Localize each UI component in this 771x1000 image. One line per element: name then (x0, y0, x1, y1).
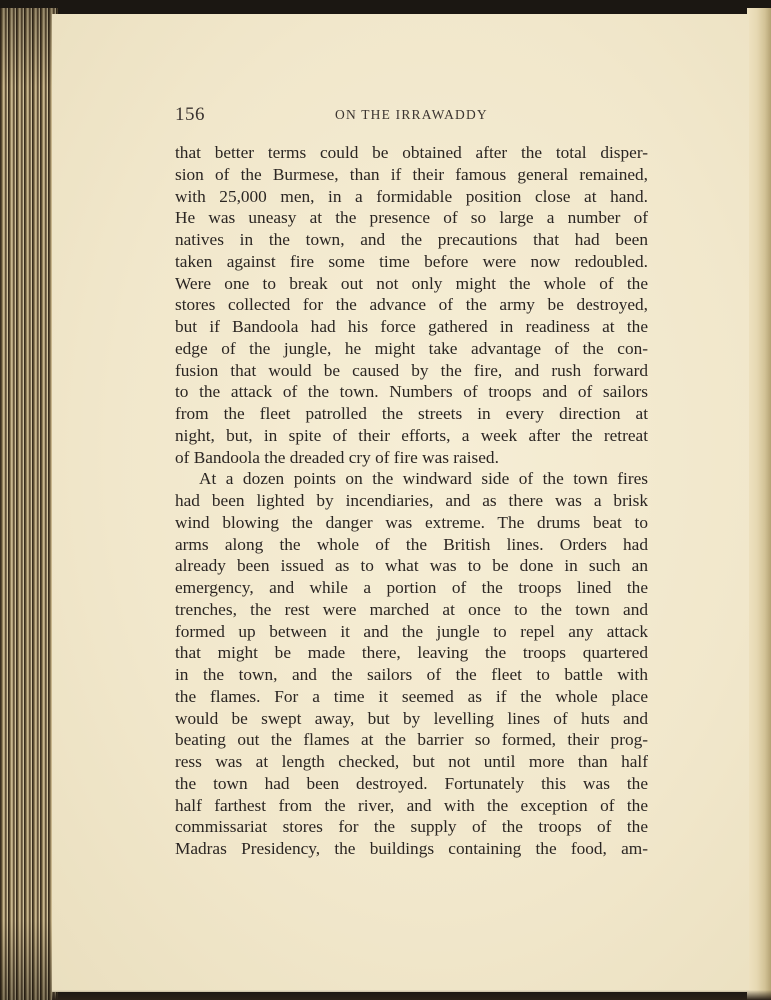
text-line: with 25,000 men, in a formidable position close at hand. (175, 186, 648, 206)
text-line: trenches, the rest were marched at once to the town and (175, 599, 648, 619)
text-line: night, but, in spite of their efforts, a week after the retreat (175, 425, 648, 445)
text-line: that might be made there, leaving the troops quartered (175, 643, 648, 663)
text-line: from the fleet patrolled the streets in every direction at (175, 404, 648, 423)
text-line: He was uneasy at the presence of so large a number of (175, 208, 648, 228)
text-line: had been lighted by incendiaries, and as there was a brisk (175, 491, 648, 510)
text-line: At a dozen points on the windward side of the town fires (199, 469, 648, 489)
text-line: sion of the Burmese, than if their famous general remained, (175, 164, 648, 184)
page-header (175, 104, 648, 128)
text-line: commissariat stores for the supply of the troops of the (175, 817, 648, 837)
text-line: taken against fire some time before were now redoubled. (175, 251, 648, 271)
text-line: wind blowing the danger was extreme. The drums beat to (175, 512, 648, 532)
text-line: the town had been destroyed. Fortunately this was the (175, 773, 648, 793)
text-line: ress was at length checked, but not until more than half (175, 752, 648, 771)
book-right-edge (747, 8, 771, 1000)
text-line: Madras Presidency, the buildings containing the food, am- (175, 839, 648, 858)
text-line: natives in the town, and the precautions that had been (175, 230, 648, 249)
text-line: to the attack of the town. Numbers of troops and of sailors (175, 382, 648, 402)
text-line: but if Bandoola had his force gathered in readiness at the (175, 317, 648, 336)
text-line: that better terms could be obtained after the total disper- (175, 143, 648, 162)
book-page-edges (0, 8, 58, 1000)
text-line: beating out the flames at the barrier so formed, their prog- (175, 730, 648, 750)
text-line: the flames. For a time it seemed as if the whole place (175, 686, 648, 706)
running-title: ON THE IRRAWADDY (335, 107, 488, 122)
text-line: half farthest from the river, and with the exception of the (175, 795, 648, 815)
text-line: emergency, and while a portion of the troops lined the (175, 578, 648, 597)
body-text (175, 142, 648, 860)
text-line: would be swept away, but by levelling lines of huts and (175, 708, 648, 728)
scan-bottom-border (52, 990, 771, 1000)
text-line: Were one to break out not only might the whole of the (175, 273, 648, 293)
text-line: formed up between it and the jungle to repel any attack (175, 621, 648, 641)
text-line: edge of the jungle, he might take advantage of the con- (175, 338, 648, 358)
scan-top-border (0, 0, 771, 10)
text-line: of Bandoola the dreaded cry of fire was raised. (175, 447, 499, 467)
page-number: 156 (175, 104, 205, 125)
text-line: stores collected for the advance of the army be destroyed, (175, 295, 648, 315)
text-line: already been issued as to what was to be done in such an (175, 556, 648, 576)
text-line: fusion that would be caused by the fire, and rush forward (175, 360, 648, 380)
text-line: in the town, and the sailors of the fleet to battle with (175, 665, 648, 684)
text-line: arms along the whole of the British lines. Orders had (175, 534, 648, 554)
